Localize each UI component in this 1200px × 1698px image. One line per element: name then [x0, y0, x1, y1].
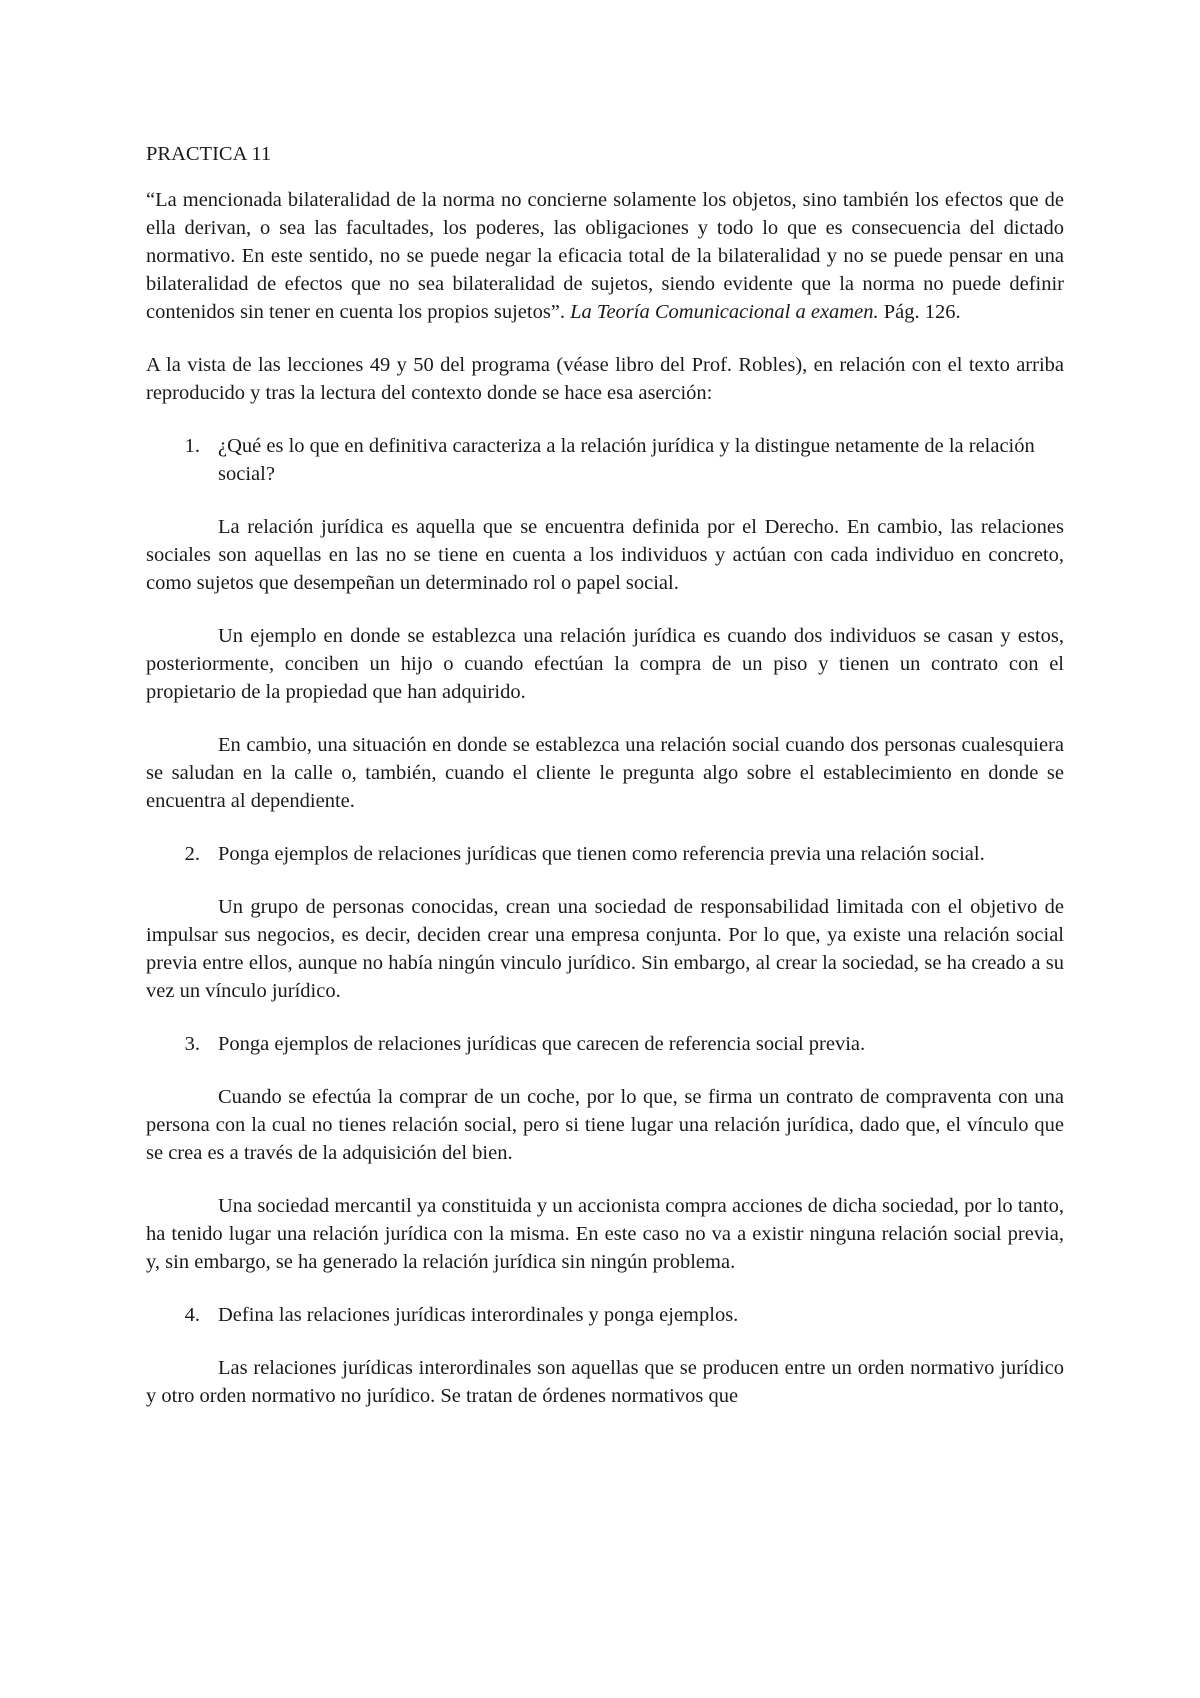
question-number: 2. [184, 843, 200, 865]
document-title: PRACTICA 11 [146, 143, 272, 165]
document-page [146, 140, 1064, 1435]
answer-paragraph: Cuando se efectúa la comprar de un coche, por lo que, se firma un contrato de compraventa con una persona con la cual no tienes relación social, pero si tiene lugar una relación jurídica, dado que, el vínculo que se crea es a través de la adquisición del bien. [146, 1086, 1064, 1164]
question-number: 3. [184, 1033, 200, 1055]
question-number: 4. [184, 1304, 200, 1326]
intro-paragraph: A la vista de las lecciones 49 y 50 del programa (véase libro del Prof. Robles), en relación con el texto arriba reproducido y tras la lectura del contexto donde se hace esa aserción: [146, 354, 1064, 404]
question-number: 1. [184, 435, 200, 457]
answer-paragraph: Un ejemplo en donde se establezca una relación jurídica es cuando dos individuos se casan y estos, posteriormente, conciben un hijo o cuando efectúan la compra de un piso y tienen un contrato con el propietario de la propiedad que han adquirido. [146, 625, 1064, 703]
answer-paragraph: En cambio, una situación en donde se establezca una relación social cuando dos personas cualesquiera se saludan en la calle o, también, cuando el cliente le pregunta algo sobre el establecimiento en donde se encuentra al dependiente. [146, 734, 1064, 812]
question-text: ¿Qué es lo que en definitiva caracteriza a la relación jurídica y la distingue netamente de la relación social? [218, 435, 1035, 485]
answer-paragraph: Las relaciones jurídicas interordinales son aquellas que se producen entre un orden normativo jurídico y otro orden normativo no jurídico. Se tratan de órdenes normativos que [146, 1357, 1064, 1407]
answer-paragraph: Una sociedad mercantil ya constituida y un accionista compra acciones de dicha sociedad, por lo tanto, ha tenido lugar una relación jurídica con la misma. En este caso no va a existir ninguna relación social previa, y, sin embargo, se ha generado la relación jurídica sin ningún problema. [146, 1195, 1064, 1273]
answer-paragraph: Un grupo de personas conocidas, crean una sociedad de responsabilidad limitada con el objetivo de impulsar sus negocios, es decir, deciden crear una empresa conjunta. Por lo que, ya existe una relación social previa entre ellos, aunque no había ningún vinculo jurídico. Sin embargo, al crear la sociedad, se ha creado a su vez un vínculo jurídico. [146, 896, 1064, 1002]
question-text: Ponga ejemplos de relaciones jurídicas que tienen como referencia previa una relación social. [218, 843, 985, 865]
question-item [146, 432, 1064, 488]
question-item [146, 1301, 1064, 1329]
question-item [146, 840, 1064, 868]
quote-paragraph [146, 186, 1064, 326]
question-item [146, 1030, 1064, 1058]
quote-page: Pág. 126. [878, 301, 961, 323]
answer-paragraph: La relación jurídica es aquella que se encuentra definida por el Derecho. En cambio, las relaciones sociales son aquellas en las no se tiene en cuenta a los individuos y actúan con cada individuo en concreto, como sujetos que desempeñan un determinado rol o papel social. [146, 516, 1064, 594]
quote-text: “La mencionada bilateralidad de la norma no concierne solamente los objetos, sino también los efectos que de ella derivan, o sea las facultades, los poderes, las obligaciones y todo lo que es consecuencia del dictado normativo. En este sentido, no se puede negar la eficacia total de la bilateralidad y no se puede pensar en una bilateralidad de efectos que no sea bilateralidad de sujetos, siendo evidente que la norma no puede definir contenidos sin tener en cuenta los propios sujetos”. [146, 189, 1064, 323]
question-text: Defina las relaciones jurídicas interordinales y ponga ejemplos. [218, 1304, 739, 1326]
question-text: Ponga ejemplos de relaciones jurídicas que carecen de referencia social previa. [218, 1033, 866, 1055]
quote-source: La Teoría Comunicacional a examen. [570, 301, 879, 323]
